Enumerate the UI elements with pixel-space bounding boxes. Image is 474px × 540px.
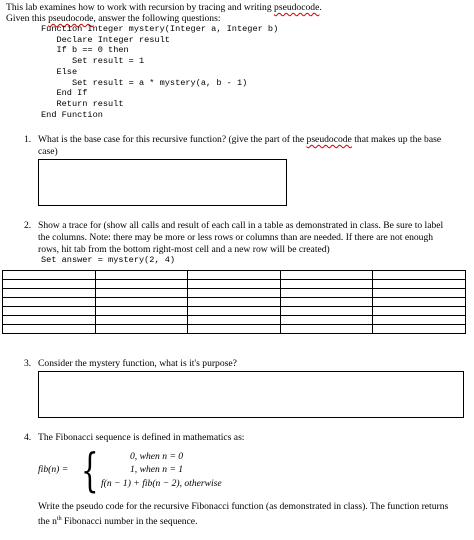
table-cell[interactable] xyxy=(95,289,188,298)
table-cell[interactable] xyxy=(95,298,188,307)
trace-table[interactable] xyxy=(2,270,466,334)
spellcheck-word: pseudocode xyxy=(48,13,94,24)
intro-line-1 xyxy=(6,2,322,13)
code-line: If b == 0 then xyxy=(41,45,129,56)
left-brace: { xyxy=(81,443,99,497)
question-1-text xyxy=(38,134,456,158)
fib-lhs: fib(n) = xyxy=(38,464,69,475)
question-4-text: The Fibonacci sequence is defined in mathematics as: xyxy=(38,432,245,443)
fib-case-2: 1, when n = 1 xyxy=(130,464,184,475)
fib-case-1: 0, when n = 0 xyxy=(130,451,184,462)
code-line: End Function xyxy=(41,109,103,120)
table-row xyxy=(3,307,466,316)
table-cell[interactable] xyxy=(188,280,281,289)
table-row xyxy=(3,280,466,289)
spellcheck-word: pseudocode xyxy=(274,2,320,13)
code-line: Set result = a * mystery(a, b - 1) xyxy=(41,77,248,88)
table-cell[interactable] xyxy=(3,325,96,334)
code-line: Else xyxy=(41,66,78,77)
table-cell[interactable] xyxy=(188,298,281,307)
code-line: Set result = 1 xyxy=(41,56,145,67)
intro-text: , answer the following questions: xyxy=(93,13,221,24)
table-cell[interactable] xyxy=(95,280,188,289)
table-cell[interactable] xyxy=(188,316,281,325)
trace-code-line: Set answer = mystery(2, 4) xyxy=(41,255,176,265)
table-cell[interactable] xyxy=(188,307,281,316)
spellcheck-word: pseudocode xyxy=(306,134,352,145)
pseudocode-block xyxy=(41,24,278,120)
table-cell[interactable] xyxy=(373,325,466,334)
code-line: End If xyxy=(41,88,88,99)
write-instructions xyxy=(38,501,458,528)
table-cell[interactable] xyxy=(373,298,466,307)
table-cell[interactable] xyxy=(95,316,188,325)
table-cell[interactable] xyxy=(3,280,96,289)
table-row xyxy=(3,316,466,325)
table-cell[interactable] xyxy=(373,316,466,325)
table-cell[interactable] xyxy=(188,289,281,298)
instruction-text: Write the pseudo code for the recursive Fibonacci function (as demonstrated in class). The function returns the n xyxy=(38,501,449,528)
table-cell[interactable] xyxy=(280,298,373,307)
table-cell[interactable] xyxy=(373,289,466,298)
table-cell[interactable] xyxy=(280,271,373,280)
table-row xyxy=(3,298,466,307)
question-number: 3. xyxy=(24,358,32,369)
question-3-text: Consider the mystery function, what is it's purpose? xyxy=(38,358,237,369)
table-cell[interactable] xyxy=(95,271,188,280)
table-cell[interactable] xyxy=(188,271,281,280)
table-row xyxy=(3,271,466,280)
intro-text: . xyxy=(319,2,322,13)
table-cell[interactable] xyxy=(280,307,373,316)
table-cell[interactable] xyxy=(373,280,466,289)
instruction-text: Fibonacci number in the sequence. xyxy=(61,516,198,528)
question-number: 4. xyxy=(24,432,32,443)
code-line: Return result xyxy=(41,98,124,109)
table-cell[interactable] xyxy=(3,289,96,298)
table-cell[interactable] xyxy=(280,289,373,298)
question-text: that makes up the base case) xyxy=(38,134,442,157)
table-cell[interactable] xyxy=(373,307,466,316)
table-cell[interactable] xyxy=(3,298,96,307)
table-cell[interactable] xyxy=(3,316,96,325)
question-2-text: Show a trace for (show all calls and result of each call in a table as demonstrated in class. Be sure to label the columns. Note: there may be more or less rows or columns than are needed. If there are not enough rows, hit tab from the bottom right-most cell and a new row will be created) xyxy=(38,220,444,255)
table-cell[interactable] xyxy=(280,316,373,325)
fib-case-3: f(n − 1) + fib(n − 2), otherwise xyxy=(101,478,222,489)
table-row xyxy=(3,289,466,298)
superscript: th xyxy=(56,516,62,522)
table-cell[interactable] xyxy=(280,280,373,289)
intro-line-2 xyxy=(6,13,221,24)
code-line: Declare Integer result xyxy=(41,34,170,45)
question-number: 1. xyxy=(24,134,32,145)
table-row xyxy=(3,325,466,334)
table-cell[interactable] xyxy=(95,325,188,334)
intro-text: This lab examines how to work with recursion by tracing and writing xyxy=(6,2,275,13)
question-number: 2. xyxy=(24,220,32,231)
intro-text: Given this xyxy=(6,13,49,24)
code-line: Function Integer mystery(Integer a, Integer b) xyxy=(41,24,279,34)
answer-box-3[interactable] xyxy=(38,371,464,418)
answer-box-1[interactable] xyxy=(38,159,287,206)
table-cell[interactable] xyxy=(95,307,188,316)
question-text: What is the base case for this recursive function? (give the part of the xyxy=(38,134,307,145)
table-cell[interactable] xyxy=(280,325,373,334)
table-cell[interactable] xyxy=(188,325,281,334)
table-cell[interactable] xyxy=(3,307,96,316)
table-cell[interactable] xyxy=(373,271,466,280)
table-cell[interactable] xyxy=(3,271,96,280)
